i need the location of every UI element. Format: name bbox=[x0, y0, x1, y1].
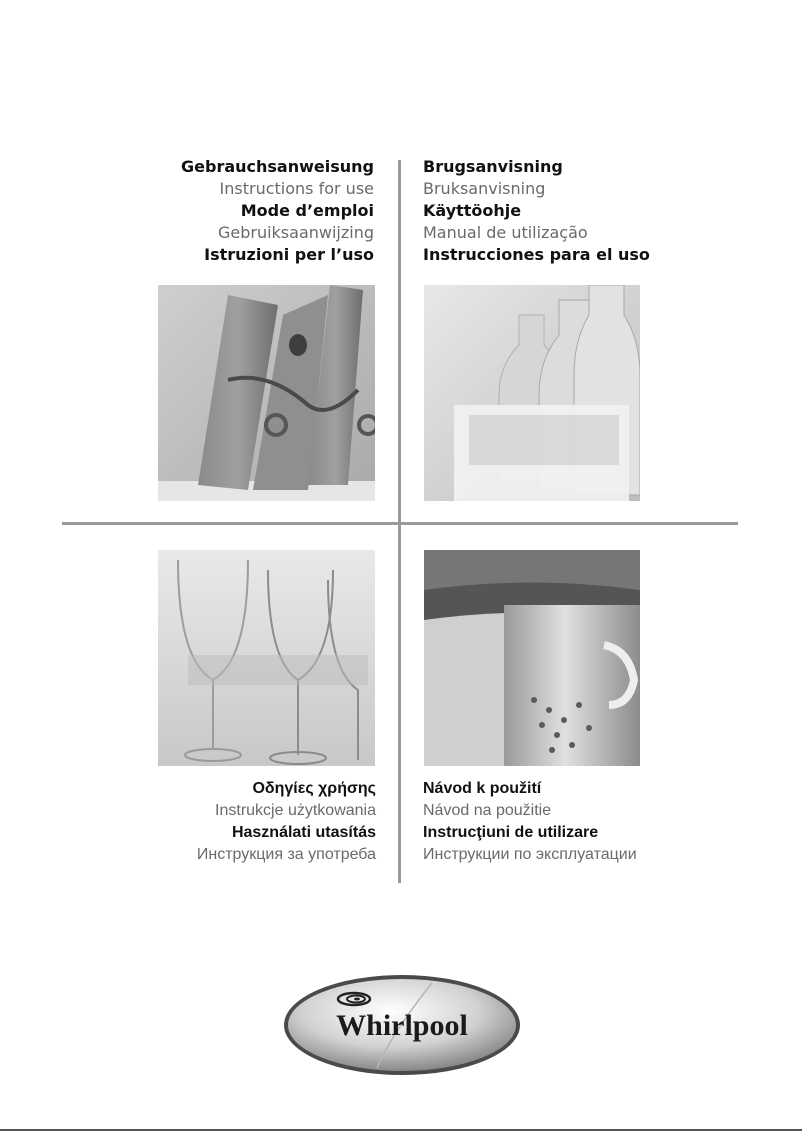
title-english: Instructions for use bbox=[219, 179, 374, 198]
wine-glasses-photo bbox=[158, 550, 375, 766]
title-italian: Istruzioni per l’uso bbox=[204, 245, 374, 264]
title-czech: Návod k použití bbox=[423, 780, 542, 797]
colander-pot-photo bbox=[424, 550, 640, 766]
title-polish: Instrukcje użytkowania bbox=[215, 802, 376, 819]
title-list-top-right bbox=[423, 156, 723, 266]
bottom-edge-line bbox=[0, 1129, 802, 1131]
title-finnish: Käyttöohje bbox=[423, 201, 522, 220]
title-dutch: Gebruiksaanwijzing bbox=[217, 223, 374, 242]
title-list-bottom-right bbox=[423, 778, 743, 866]
title-german: Gebrauchsanweisung bbox=[181, 157, 374, 176]
vertical-divider-bottom bbox=[398, 525, 401, 883]
whirlpool-logo bbox=[282, 973, 522, 1077]
logo-wordmark: Whirlpool bbox=[336, 1009, 468, 1042]
title-russian: Инструкции по эксплуатации bbox=[423, 846, 637, 863]
title-portuguese: Manual de utilização bbox=[423, 223, 588, 242]
title-hungarian: Használati utasítás bbox=[231, 824, 376, 841]
title-greek: Οδηγίες χρήσης bbox=[252, 780, 376, 797]
title-spanish: Instrucciones para el uso bbox=[423, 245, 650, 264]
title-french: Mode d’emploi bbox=[240, 201, 374, 220]
title-list-bottom-left bbox=[100, 778, 376, 866]
title-bulgarian: Инструкция за употреба bbox=[196, 846, 376, 863]
title-list-top-left bbox=[120, 156, 374, 266]
title-danish: Brugsanvisning bbox=[423, 157, 563, 176]
milk-bottles-photo bbox=[424, 285, 640, 501]
title-norwegian: Bruksanvisning bbox=[423, 179, 546, 198]
vertical-divider-top bbox=[398, 160, 401, 522]
title-slovak: Návod na použitie bbox=[423, 802, 552, 819]
title-romanian: Instrucţiuni de utilizare bbox=[423, 824, 599, 841]
clothespins-photo bbox=[158, 285, 375, 501]
horizontal-divider bbox=[62, 522, 738, 525]
